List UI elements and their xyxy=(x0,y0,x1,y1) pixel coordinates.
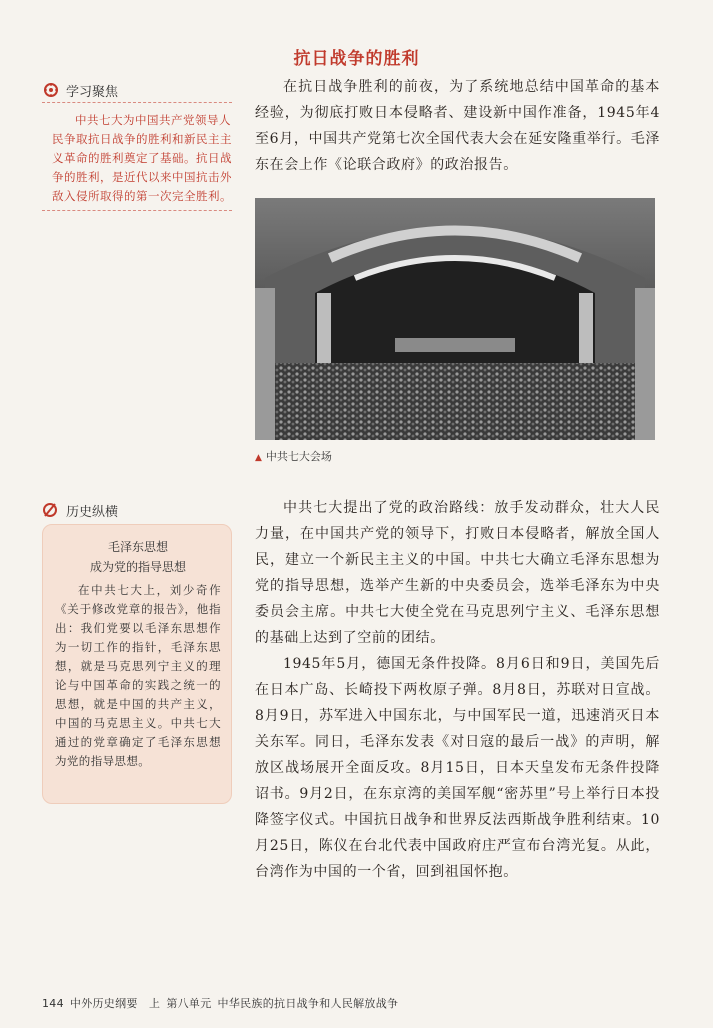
caption-text: 中共七大会场 xyxy=(265,450,332,463)
learning-focus-label: 学习聚焦 xyxy=(66,84,119,100)
history-header xyxy=(42,500,232,520)
triangle-icon: ▲ xyxy=(255,453,262,463)
photo-caption xyxy=(255,448,332,464)
intro-paragraph: 在抗日战争胜利的前夜，为了系统地总结中国革命的基本经验，为彻底打败日本侵略者、建设新中国作准备，1945年4至6月，中国共产党第七次全国代表大会在延安隆重举行。毛泽东在会上作《论联合政府》的政治报告。 xyxy=(255,79,660,173)
page-title: 抗日战争的胜利 xyxy=(293,49,420,69)
book-title: 中外历史纲要 上 xyxy=(69,997,161,1010)
history-label: 历史纵横 xyxy=(66,504,119,520)
congress-photo xyxy=(255,198,655,440)
target-icon xyxy=(44,83,58,97)
history-title-line2: 成为党的指导思想 xyxy=(89,560,186,574)
main-paragraph-2: 1945年5月，德国无条件投降。8月6日和9日，美国先后在日本广岛、长崎投下两枚原子弹。8月8日，苏联对日宣战。8月9日，苏军进入中国东北，与中国军民一道，迅速消灭日本关东军。同日，毛泽东发表《对日寇的最后一战》的声明，解放区战场展开全面反攻。8月15日，日本天皇发布无条件投降诏书。9月2日，在东京湾的美国军舰“密苏里”号上举行日本投降签字仪式。中国抗日战争和世界反法西斯战争胜利结束。10月25日，陈仪在台北代表中国政府庄严宣布台湾光复。从此，台湾作为中国的一个省，回到祖国怀抱。 xyxy=(255,656,660,880)
divider xyxy=(42,210,232,211)
history-body: 在中共七大上，刘少奇作《关于修改党章的报告》，他指出：我们党要以毛泽东思想作为一切工作的指针，毛泽东思想，就是马克思列宁主义的理论与中国革命的实践之统一的思想，就是中国的共产主义，中国的马克思主义。中共七大通过的党章确定了毛泽东思想为党的指导思想。 xyxy=(55,583,221,768)
main-section xyxy=(255,495,660,885)
unit-title: 中华民族的抗日战争和人民解放战争 xyxy=(217,997,399,1010)
history-title-line1: 毛泽东思想 xyxy=(107,540,168,554)
learning-focus-text: 中共七大为中国共产党领导人民争取抗日战争的胜利和新民主主义革命的胜利奠定了基础。抗日战争的胜利，是近代以来中国抗击外敌入侵所取得的第一次完全胜利。 xyxy=(52,113,232,203)
page-footer xyxy=(42,995,404,1011)
main-paragraph-1: 中共七大提出了党的政治路线：放手发动群众，壮大人民力量，在中国共产党的领导下，打败日本侵略者，解放全国人民，建立一个新民主主义的中国。中共七大确立毛泽东思想为党的指导思想，选举产生新的中央委员会，选举毛泽东为中央委员会主席。中共七大使全党在马克思列宁主义、毛泽东思想的基础上达到了空前的团结。 xyxy=(255,500,660,646)
compass-icon xyxy=(42,502,58,518)
congress-hall-image xyxy=(255,198,655,440)
history-content-box xyxy=(42,524,232,804)
learning-focus-header xyxy=(42,80,232,103)
intro-section xyxy=(255,74,660,178)
history-box xyxy=(42,500,232,804)
unit-label: 第八单元 xyxy=(166,997,212,1010)
page-number: 144 xyxy=(42,997,64,1010)
learning-focus-box xyxy=(42,80,232,211)
